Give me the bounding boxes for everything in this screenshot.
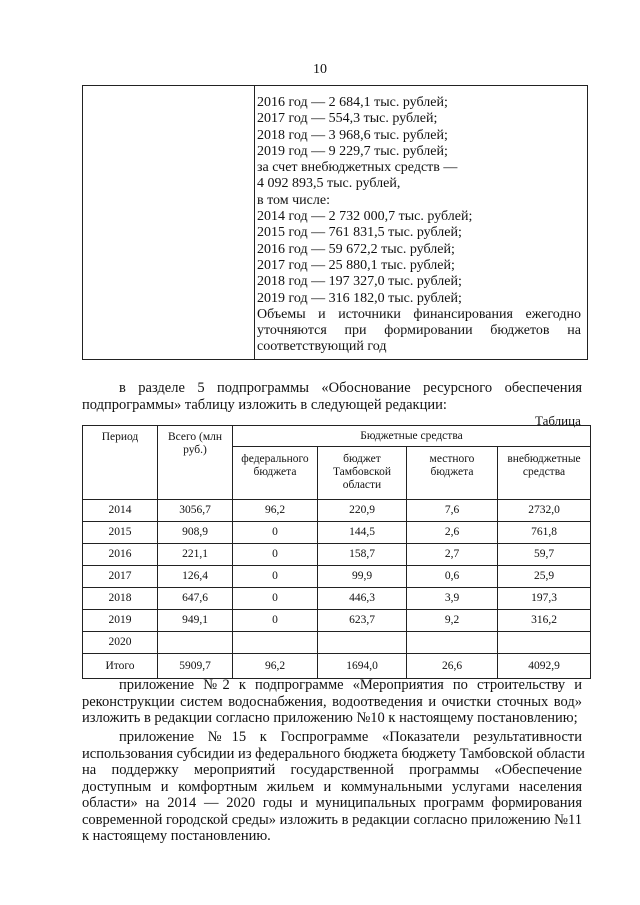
- paragraph-line: приложение №2 к подпрограмме «Мероприятия по строительству и: [119, 677, 582, 693]
- funding-line: 2016 год — 59 672,2 тыс. рублей;: [257, 241, 455, 257]
- cell-period: Итого: [83, 654, 158, 679]
- cell-total: 3056,7: [158, 500, 233, 522]
- header-regional: бюджет Тамбовской области: [318, 447, 407, 500]
- header-extrabudget: внебюджетные средства: [498, 447, 591, 500]
- paragraph-line: использования субсидии из федерального бюджета бюджету Тамбовской области: [82, 745, 585, 762]
- table-row: [83, 610, 591, 632]
- cell-regional: 99,9: [318, 566, 407, 588]
- cell-total: 908,9: [158, 522, 233, 544]
- cell-local: 9,2: [407, 610, 498, 632]
- table-row: [83, 544, 591, 566]
- table-row: [83, 566, 591, 588]
- cell-local: 2,6: [407, 522, 498, 544]
- cell-federal: 96,2: [233, 500, 318, 522]
- column-divider: [254, 86, 255, 359]
- cell-regional: 220,9: [318, 500, 407, 522]
- cell-regional: 1694,0: [318, 654, 407, 679]
- paragraph-line: подпрограммы» таблицу изложить в следующей редакции:: [82, 396, 447, 413]
- cell-regional: 158,7: [318, 544, 407, 566]
- funding-line: 2019 год — 9 229,7 тыс. рублей;: [257, 143, 448, 159]
- cell-total: 647,6: [158, 588, 233, 610]
- funding-line: 2018 год — 3 968,6 тыс. рублей;: [257, 127, 448, 143]
- cell-federal: 0: [233, 522, 318, 544]
- paragraph-line: к настоящему постановлению.: [82, 828, 271, 844]
- cell-extrabudget: 25,9: [498, 566, 591, 588]
- cell-federal: 0: [233, 588, 318, 610]
- table-row: [83, 500, 591, 522]
- table-row: [83, 522, 591, 544]
- funding-line: 4 092 893,5 тыс. рублей,: [257, 176, 401, 192]
- cell-extrabudget: 316,2: [498, 610, 591, 632]
- cell-extrabudget: 761,8: [498, 522, 591, 544]
- table-row: [83, 588, 591, 610]
- funding-line: в том числе:: [257, 192, 330, 208]
- cell-federal: [233, 632, 318, 654]
- cell-extrabudget: 2732,0: [498, 500, 591, 522]
- cell-regional: 623,7: [318, 610, 407, 632]
- cell-local: 3,9: [407, 588, 498, 610]
- funding-line: 2015 год — 761 831,5 тыс. рублей;: [257, 225, 462, 241]
- funding-line: 2016 год — 2 684,1 тыс. рублей;: [257, 95, 448, 110]
- header-federal: федерального бюджета: [233, 447, 318, 500]
- paragraph-appendix-2: [82, 677, 582, 727]
- funding-line: 2019 год — 316 182,0 тыс. рублей;: [257, 290, 462, 306]
- header-budget-group: Бюджетные средства: [233, 426, 591, 447]
- cell-period: 2017: [83, 566, 158, 588]
- note-line: соответствующий год: [257, 339, 387, 355]
- cell-period: 2015: [83, 522, 158, 544]
- cell-extrabudget: 59,7: [498, 544, 591, 566]
- cell-local: 7,6: [407, 500, 498, 522]
- funding-line: 2017 год — 25 880,1 тыс. рублей;: [257, 257, 455, 273]
- note-line: Объемы и источники финансирования ежегодно: [257, 306, 581, 322]
- funding-table: [82, 425, 591, 679]
- funding-cell: [257, 95, 581, 356]
- funding-line: за счет внебюджетных средств —: [257, 160, 458, 176]
- cell-extrabudget: [498, 632, 591, 654]
- paragraph-line: доступным и комфортным жильем и коммунальными услугами населения: [82, 778, 582, 795]
- cell-extrabudget: 4092,9: [498, 654, 591, 679]
- cell-extrabudget: 197,3: [498, 588, 591, 610]
- intro-paragraph: [82, 380, 582, 413]
- paragraph-line: на поддержку мероприятий государственной программы «Обеспечение: [82, 762, 582, 778]
- table-row-total: [83, 654, 591, 679]
- paragraph-line: приложение №15 к Госпрограмме «Показатели результативности: [119, 729, 582, 745]
- cell-total: 5909,7: [158, 654, 233, 679]
- page-number: 10: [313, 62, 327, 77]
- header-total: Всего (млн руб.): [158, 426, 233, 500]
- cell-federal: 0: [233, 610, 318, 632]
- cell-total: 221,1: [158, 544, 233, 566]
- paragraph-line: области» на 2014 — 2020 годы и муниципальных программ формирования: [82, 795, 582, 811]
- note-line: уточняются при формировании бюджетов на: [257, 323, 581, 339]
- paragraph-line: в разделе 5 подпрограммы «Обоснование ресурсного обеспечения: [119, 380, 582, 396]
- funding-line: 2017 год — 554,3 тыс. рублей;: [257, 111, 438, 127]
- cell-period: 2018: [83, 588, 158, 610]
- paragraph-line: современной городской среды» изложить в редакции согласно приложению №11: [82, 811, 582, 828]
- paragraph-appendix-15: [82, 729, 585, 845]
- table-row: [83, 632, 591, 654]
- cell-local: 26,6: [407, 654, 498, 679]
- cell-local: 0,6: [407, 566, 498, 588]
- continuation-table: [82, 85, 588, 360]
- cell-regional: [318, 632, 407, 654]
- cell-total: [158, 632, 233, 654]
- cell-federal: 0: [233, 566, 318, 588]
- header-local: местного бюджета: [407, 447, 498, 500]
- funding-line: 2014 год — 2 732 000,7 тыс. рублей;: [257, 209, 473, 225]
- cell-period: 2016: [83, 544, 158, 566]
- funding-line: 2018 год — 197 327,0 тыс. рублей;: [257, 274, 462, 290]
- cell-period: 2020: [83, 632, 158, 654]
- cell-total: 126,4: [158, 566, 233, 588]
- cell-total: 949,1: [158, 610, 233, 632]
- cell-federal: 0: [233, 544, 318, 566]
- cell-period: 2019: [83, 610, 158, 632]
- paragraph-line: изложить в редакции согласно приложению №10 к настоящему постановлению;: [82, 710, 578, 726]
- cell-period: 2014: [83, 500, 158, 522]
- cell-federal: 96,2: [233, 654, 318, 679]
- header-period: Период: [83, 426, 158, 500]
- table-label: Таблица: [535, 413, 581, 428]
- cell-local: [407, 632, 498, 654]
- cell-regional: 144,5: [318, 522, 407, 544]
- cell-local: 2,7: [407, 544, 498, 566]
- paragraph-line: реконструкции систем водоснабжения, водоотведения и очистки сточных вод»: [82, 693, 582, 710]
- cell-regional: 446,3: [318, 588, 407, 610]
